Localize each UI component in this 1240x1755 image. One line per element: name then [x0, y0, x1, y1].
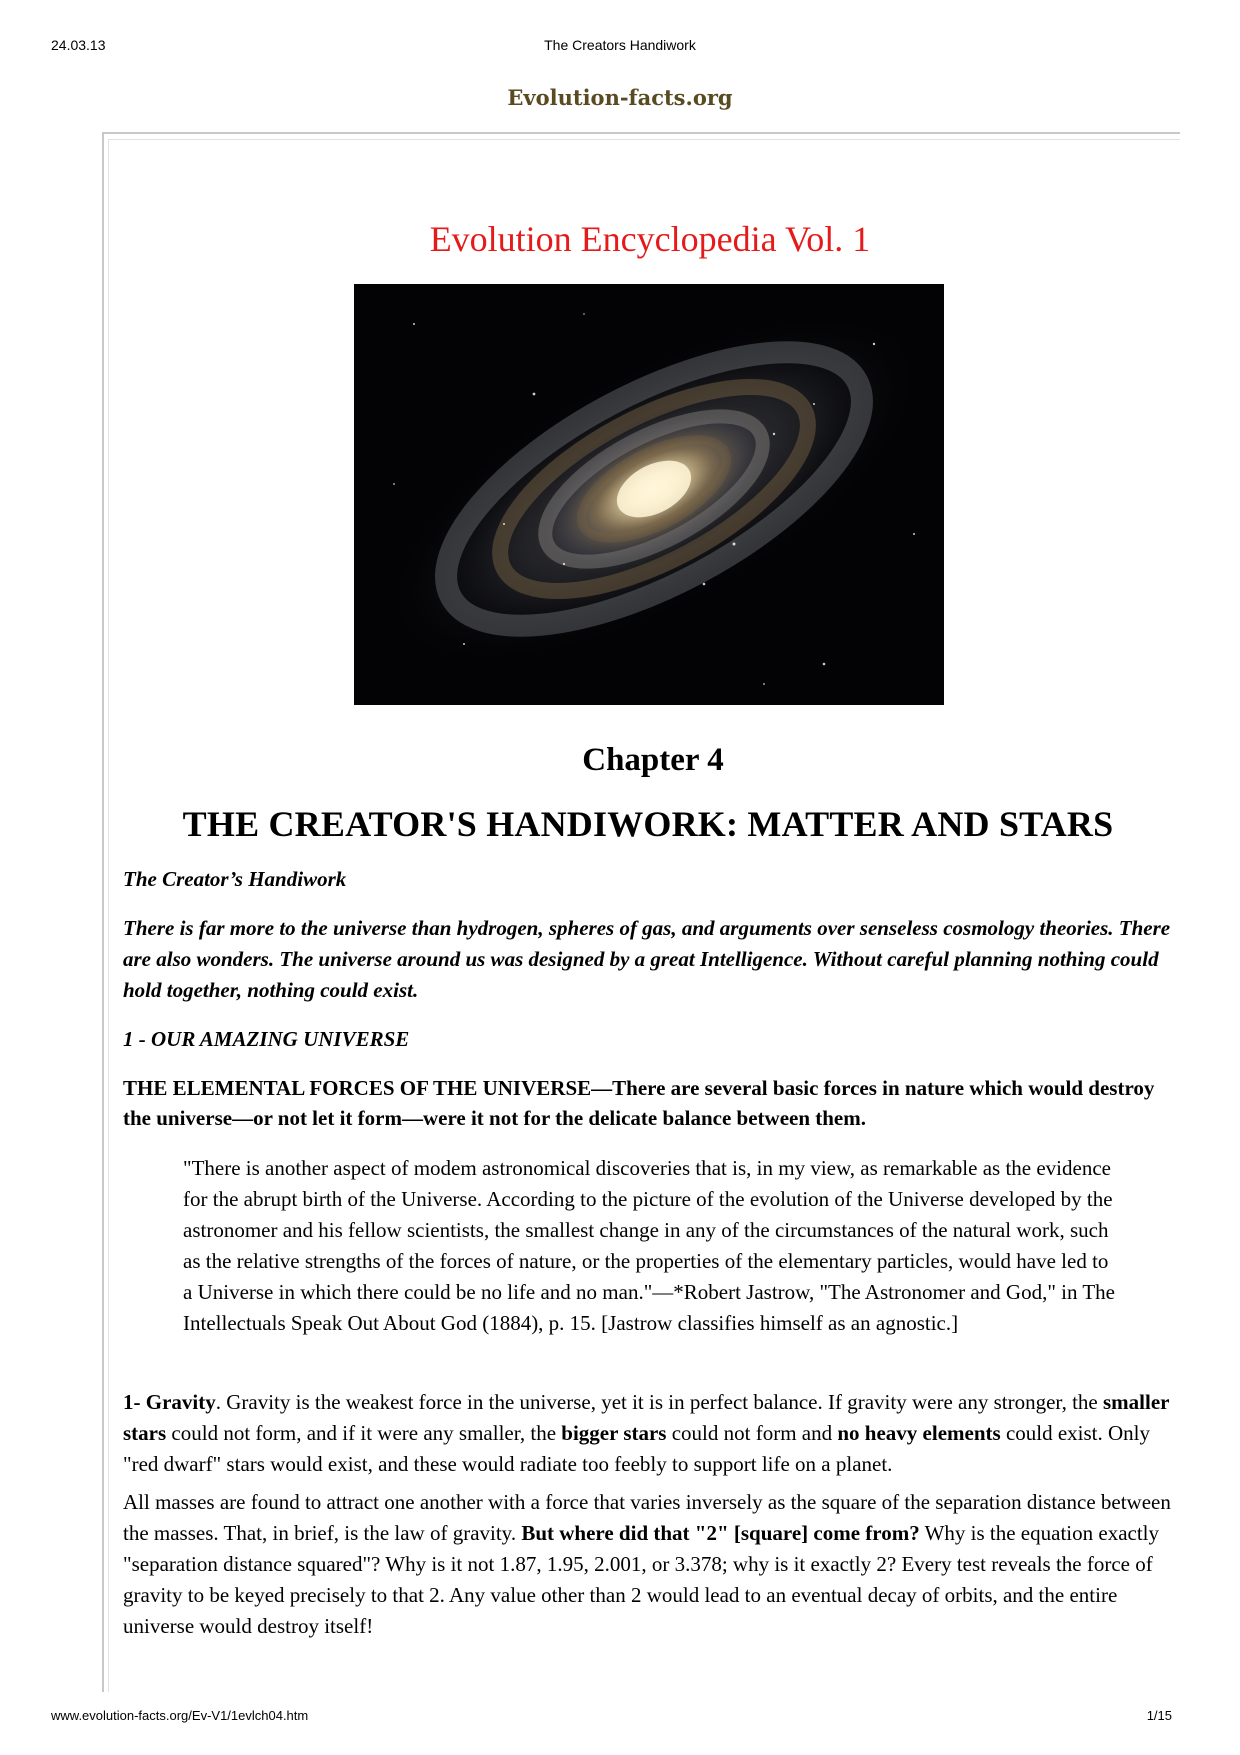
intro-paragraph: There is far more to the universe than hydrogen, spheres of gas, and arguments over senseless cosmology theories. There are also wonders. The universe around us was designed by a great Intelligence. Without careful planning nothing could hold together, nothing could exist. — [123, 916, 1171, 1002]
gravity-text-3: could not form and — [666, 1421, 838, 1445]
gravity-paragraph — [123, 1387, 1175, 1480]
site-name-link[interactable]: Evolution-facts.org — [507, 85, 733, 110]
print-footer-url: www.evolution-facts.org/Ev-V1/1evlch04.htm — [51, 1708, 309, 1723]
gravity-bold-heavy-elements: no heavy elements — [837, 1421, 1001, 1445]
masses-text-2: Why is the equation exactly "separation distance squared"? Why is it not 1.87, 1.95, 2.001, or 3.378; why is it exactly 2? Every test reveals the force of gravity to be keyed precisely to that 2. Any value other than 2 would lead to an eventual decay of orbits, and the entire universe would destroy itself! — [123, 1521, 1159, 1638]
subtitle: The Creator’s Handiwork — [123, 867, 347, 891]
chapter-title: THE CREATOR'S HANDIWORK: MATTER AND STARS — [182, 804, 1114, 844]
gravity-bold-smaller-stars: smaller stars — [123, 1390, 1170, 1445]
content-frame-inner-left-border — [108, 139, 109, 1692]
print-header-title: The Creators Handiwork — [544, 37, 696, 53]
content-frame-left-border — [102, 132, 104, 1692]
content-frame-inner-border — [108, 139, 1180, 140]
content-frame-border — [102, 132, 1180, 142]
gravity-bold-bigger-stars: bigger stars — [561, 1421, 667, 1445]
encyclopedia-title: Evolution Encyclopedia Vol. 1 — [429, 219, 871, 259]
jastrow-quote: "There is another aspect of modem astronomical discoveries that is, in my view, as remarkable as the evidence for the abrupt birth of the Universe. According to the picture of the evolution of the Universe developed by the astronomer and his fellow scientists, the smallest change in any of the circumstances of the natural work, such as the relative strengths of the forces of nature, or the properties of the elementary particles, would have led to a Universe in which there could be no life and no man."—*Robert Jastrow, "The Astronomer and God," in The Intellectuals Speak Out About God (1884), p. 15. [Jastrow classifies himself as an agnostic.] — [183, 1156, 1115, 1335]
forces-text: —There are several basic forces in nature which would destroy the universe—or not let it form—were it not for the delicate balance between them. — [123, 1076, 1155, 1130]
chapter-number: Chapter 4 — [582, 742, 724, 778]
gravity-text-2: could not form, and if it were any smaller, the — [166, 1421, 562, 1445]
masses-paragraph — [123, 1487, 1175, 1642]
galaxy-image — [354, 284, 944, 705]
print-footer-page-number: 1/15 — [1146, 1708, 1172, 1723]
gravity-label: 1- Gravity — [123, 1390, 216, 1414]
section-heading: 1 - OUR AMAZING UNIVERSE — [123, 1027, 410, 1051]
masses-bold-question: But where did that "2" [square] come from? — [521, 1521, 920, 1545]
gravity-text-1: . Gravity is the weakest force in the universe, yet it is in perfect balance. If gravity were any stronger, the — [215, 1390, 1103, 1414]
print-header-date: 24.03.13 — [51, 37, 106, 53]
masses-text-1: All masses are found to attract one another with a force that varies inversely as the square of the separation distance between the masses. That, in brief, is the law of gravity. — [123, 1490, 1171, 1545]
forces-paragraph — [123, 1073, 1175, 1133]
gravity-text-4: could exist. Only "red dwarf" stars would exist, and these would radiate too feebly to support life on a planet. — [123, 1421, 1151, 1476]
forces-label: THE ELEMENTAL FORCES OF THE UNIVERSE — [123, 1076, 592, 1100]
